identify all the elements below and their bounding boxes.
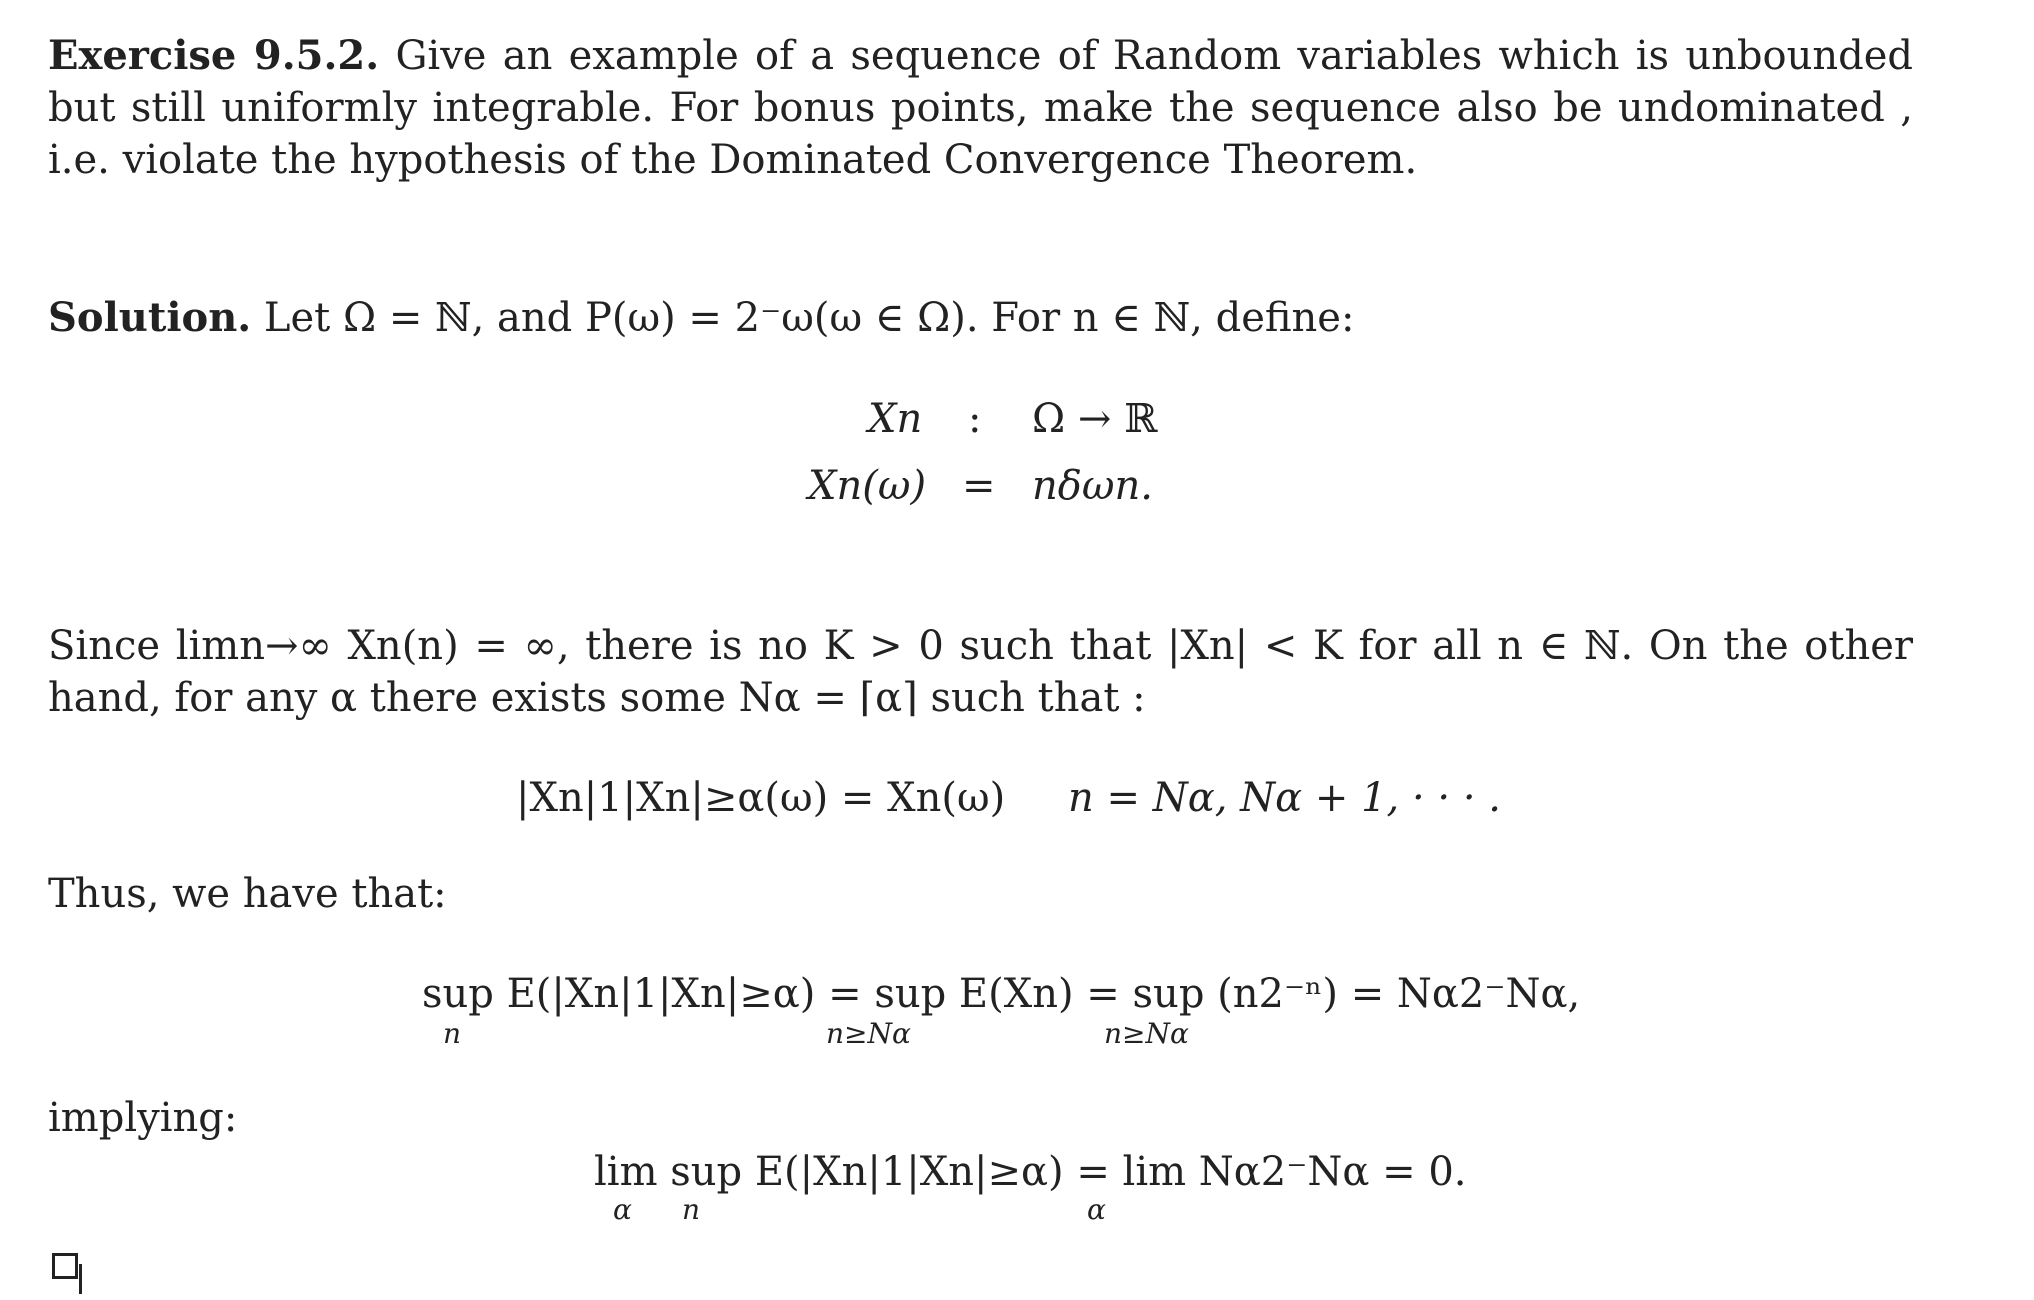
equation-limit: lim sup E(|Xn|1|Xn|≥α) = lim Nα2⁻Nα = 0. <box>594 1149 1467 1195</box>
def1-rel: : <box>968 396 982 442</box>
qed-square-icon <box>52 1253 78 1279</box>
solution-intro-text: Let Ω = ℕ, and P(ω) = 2⁻ω(ω ∈ Ω). For n ∈ ℕ, define: <box>263 295 1355 341</box>
equation-indicator-range: n = Nα, Nα + 1, · · · . <box>1068 775 1501 821</box>
eq2-under-1: n <box>443 1017 462 1050</box>
eq3-under-3: α <box>1087 1193 1106 1226</box>
thus-text: Thus, we have that: <box>48 871 447 917</box>
exercise-text: Give an example of a sequence of Random variables which is unbounded but still uniformly integrable. For bonus points, make the sequence also be undominated , i.e. violate the hypothesis of the Dominated Convergence Theorem. <box>48 33 1913 183</box>
def1-lhs: Xn <box>868 396 923 442</box>
def2-rhs: nδωn. <box>1032 463 1153 509</box>
eq3-under-2: n <box>682 1193 701 1226</box>
equation-sup-chain: sup E(|Xn|1|Xn|≥α) = sup E(Xn) = sup (n2⁻ⁿ) = Nα2⁻Nα, <box>422 971 1581 1017</box>
def1-rhs: Ω → ℝ <box>1032 396 1158 442</box>
eq2-under-2: n≥Nα <box>826 1017 911 1050</box>
eq3-under-1: α <box>613 1193 632 1226</box>
solution-label: Solution. <box>48 294 252 341</box>
equation-indicator-left: |Xn|1|Xn|≥α(ω) = Xn(ω) <box>516 775 1006 821</box>
eq2-under-3: n≥Nα <box>1104 1017 1189 1050</box>
unbounded-paragraph: Since limn→∞ Xn(n) = ∞, there is no K > 0 such that |Xn| < K for all n ∈ ℕ. On the other hand, for any α there exists some Nα = ⌈α⌉ such that : <box>48 623 1913 721</box>
exercise-paragraph <box>48 30 1913 186</box>
implying-text: implying: <box>48 1095 238 1141</box>
def2-rel: = <box>962 463 996 509</box>
exercise-label: Exercise 9.5.2. <box>48 32 380 79</box>
def2-lhs: Xn(ω) <box>808 463 927 509</box>
solution-intro <box>48 292 1913 344</box>
